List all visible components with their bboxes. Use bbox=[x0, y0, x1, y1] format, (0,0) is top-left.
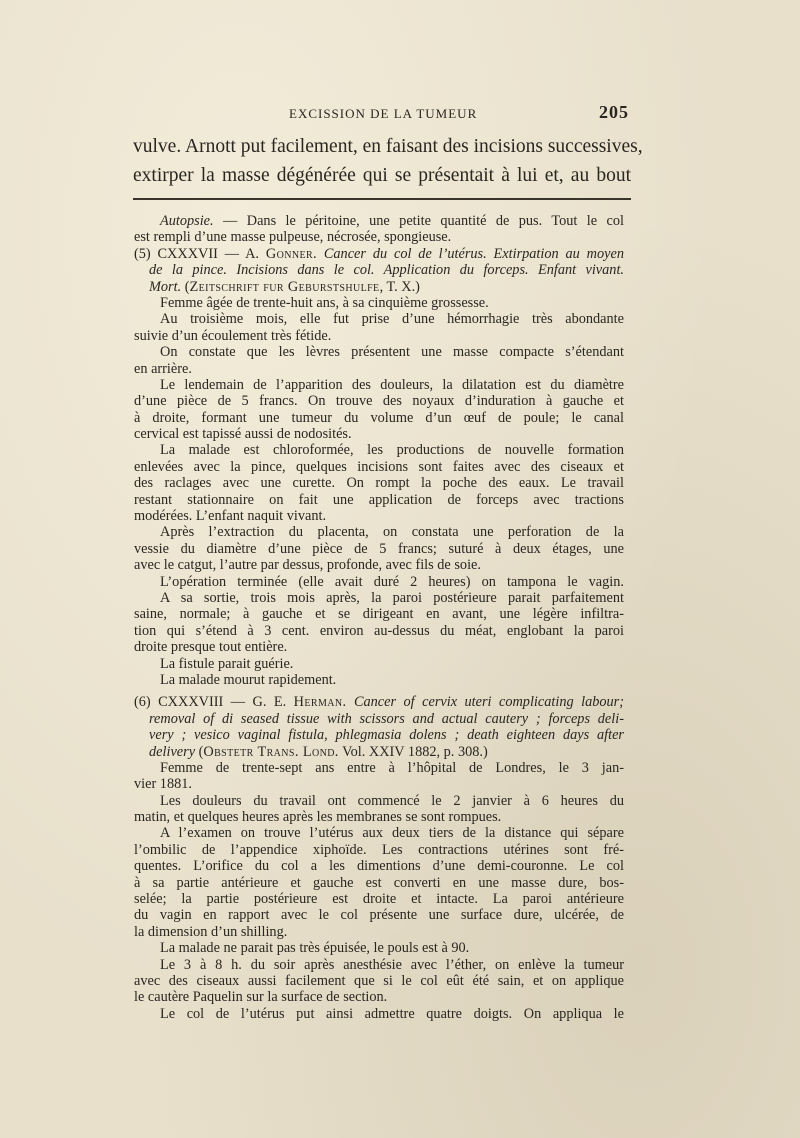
page-number: 205 bbox=[599, 102, 629, 122]
case-heading: Mort. (Zeitschrift fur Geburstshulfe, T. X.) bbox=[149, 278, 420, 295]
text-line: restant stationnaire on fait une application de forceps avec tractions bbox=[134, 491, 624, 508]
case-heading: removal of di seased tissue with scissors and actual cautery ; forceps deli- bbox=[149, 710, 624, 727]
text-line: cervical est tapissé aussi de nodosités. bbox=[134, 426, 352, 443]
text-line: matin, et quelques heures après les membranes se sont rompues. bbox=[134, 809, 502, 826]
case-heading: very ; vesico vaginal fistula, phlegmasia dolens ; death eighteen days after bbox=[149, 727, 624, 744]
text-line: le cautère Paquelin sur la surface de section. bbox=[134, 989, 388, 1006]
text-line: saine, normale; à gauche et se dirigeant en avant, une légère infiltra- bbox=[134, 606, 624, 623]
footnote-separator-rule bbox=[133, 198, 631, 200]
text-line: avec des ciseaux aussi facilement que si le col eût été sain, et on applique bbox=[134, 972, 624, 989]
text-line: modérées. L’enfant naquit vivant. bbox=[134, 508, 327, 525]
text-line: avec le catgut, l’autre par dessus, profonde, avec fils de soie. bbox=[134, 557, 481, 574]
text-line: La fistule parait guérie. bbox=[160, 655, 294, 672]
text-line: Femme âgée de trente-huit ans, à sa cinquième grossesse. bbox=[160, 294, 489, 311]
text-line: Autopsie. — Dans le péritoine, une petite quantité de pus. Tout le col bbox=[160, 213, 624, 229]
text-line: A sa sortie, trois mois après, la paroi postérieure parait parfaitement bbox=[160, 589, 624, 606]
text-line: à droite, formant une tumeur du volume d’un œuf de poule; le canal bbox=[134, 409, 624, 426]
text-line: La malade ne parait pas très épuisée, le pouls est à 90. bbox=[160, 940, 470, 957]
text-line: Le 3 à 8 h. du soir après anesthésie avec l’éther, on enlève la tumeur bbox=[160, 956, 624, 973]
text-line: Le col de l’utérus put ainsi admettre quatre doigts. On appliqua le bbox=[160, 1005, 624, 1022]
main-text-continuation bbox=[133, 132, 643, 190]
autopsy-paragraph bbox=[134, 213, 624, 246]
text-line: L’opération terminée (elle avait duré 2 heures) on tampona le vagin. bbox=[160, 573, 624, 590]
autopsy-label: Autopsie. bbox=[160, 213, 214, 229]
case-reports bbox=[134, 213, 624, 1022]
text-line: vier 1881. bbox=[134, 776, 192, 793]
text-line: Le lendemain de l’apparition des douleurs, la dilatation est du diamètre bbox=[160, 376, 624, 393]
text-line: suivie d’un écoulement très fétide. bbox=[134, 327, 332, 344]
text-line: l’ombilic de l’appendice xiphoïde. Les contractions utérines sont fré- bbox=[134, 841, 624, 858]
text-line: quentes. L’orifice du col a les dimentions d’une demi-couronne. Le col bbox=[134, 858, 624, 875]
running-title: EXCISSION DE LA TUMEUR bbox=[289, 106, 478, 121]
text-line: des raclages avec une curette. On rompt la poche des eaux. Le travail bbox=[134, 475, 624, 492]
text-line: du vagin en rapport avec le col présente une surface dure, ulcérée, de bbox=[134, 907, 624, 924]
text-line: droite presque tout entière. bbox=[134, 639, 288, 656]
text-line: la dimension d’un shilling. bbox=[134, 923, 288, 940]
case-6 bbox=[134, 694, 624, 1022]
text-line: tion qui s’étend à 3 cent. environ au-dessus du méat, englobant la paroi bbox=[134, 622, 624, 639]
case-heading: de la pince. Incisions dans le col. Application du forceps. Enfant vivant. bbox=[149, 262, 624, 279]
text-line: extirper la masse dégénérée qui se présentait à lui et, au bout bbox=[133, 165, 631, 186]
text-line: Au troisième mois, elle fut prise d’une hémorrhagie très abondante bbox=[160, 311, 624, 328]
text-line: enlevées avec la pince, quelques incisions sont faites avec des ciseaux et bbox=[134, 458, 624, 475]
text-line: La malade mourut rapidement. bbox=[160, 671, 337, 688]
case-5 bbox=[134, 246, 624, 689]
case-heading: (6) CXXXVIII — G. E. Herman. Cancer of cervix uteri complicating labour; bbox=[134, 694, 624, 711]
text-line: Après l’extraction du placenta, on constata une perforation de la bbox=[160, 524, 624, 541]
case-heading: delivery (Obstetr Trans. Lond. Vol. XXIV 1882, p. 308.) bbox=[149, 743, 488, 760]
text-line: en arrière. bbox=[134, 360, 192, 377]
text-line: Femme de trente-sept ans entre à l’hôpital de Londres, le 3 jan- bbox=[160, 759, 624, 776]
text-line: est rempli d’une masse pulpeuse, nécrosée, spongieuse. bbox=[134, 229, 452, 246]
case-heading: (5) CXXXVII — A. Gonner. Cancer du col de l’utérus. Extirpation au moyen bbox=[134, 245, 624, 262]
text-line: On constate que les lèvres présentent une masse compacte s’étendant bbox=[160, 344, 624, 361]
text-line: vulve. Arnott put facilement, en faisant des incisions successives, bbox=[133, 136, 643, 157]
text-line: La malade est chloroformée, les productions de nouvelle formation bbox=[160, 442, 624, 459]
text-line: à sa partie antérieure et gauche est converti en une masse dure, bos- bbox=[134, 874, 624, 891]
text-line: A l’examen on trouve l’utérus aux deux tiers de la distance qui sépare bbox=[160, 825, 624, 842]
text-line: Les douleurs du travail ont commencé le 2 janvier à 6 heures du bbox=[160, 792, 624, 809]
text-line: selée; la partie postérieure est droite et intacte. La paroi antérieure bbox=[134, 891, 624, 908]
text-line: d’une pièce de 5 francs. On trouve des noyaux d’induration à gauche et bbox=[134, 393, 624, 410]
running-head bbox=[135, 102, 629, 124]
text-line: vessie du diamètre d’une pièce de 5 francs; suturé à deux étages, une bbox=[134, 540, 624, 557]
